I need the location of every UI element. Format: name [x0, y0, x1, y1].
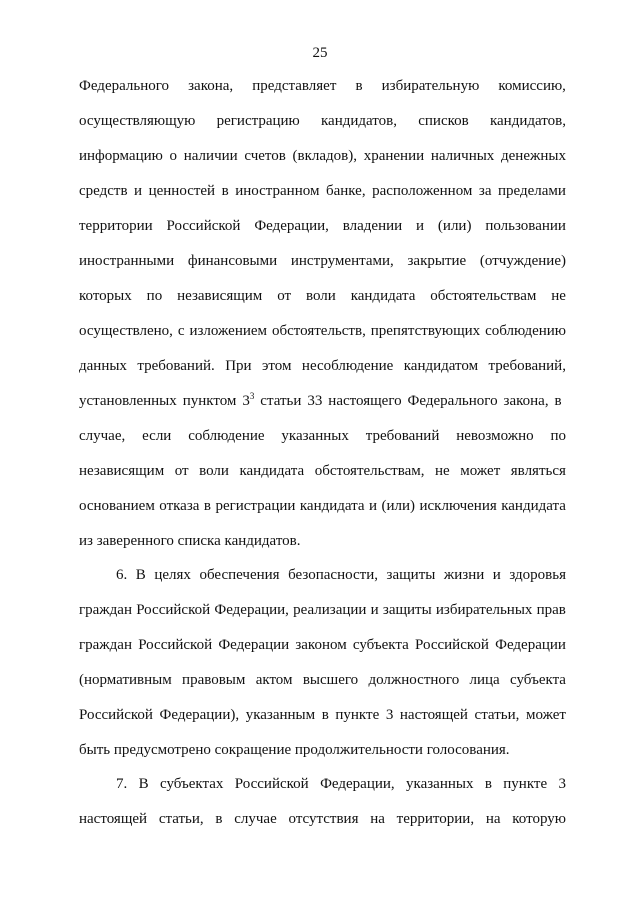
word: кандидата	[501, 498, 566, 514]
word: этом	[261, 358, 292, 374]
word: пункте	[503, 776, 548, 792]
text-line	[79, 77, 566, 95]
word: хранении	[363, 148, 425, 164]
word: кандидатом	[403, 358, 479, 374]
word: прав	[536, 602, 566, 618]
word: закона,	[188, 78, 234, 94]
word: от	[174, 463, 189, 479]
word: граждан	[79, 637, 132, 653]
word: Федерального	[79, 78, 170, 94]
word: может	[460, 463, 501, 479]
word: не	[551, 288, 566, 304]
word: пользовании	[485, 218, 566, 234]
word: и	[416, 218, 425, 234]
word: на	[485, 811, 501, 827]
word: 3	[385, 707, 394, 723]
word: денежных	[501, 148, 566, 164]
word: Российской	[136, 602, 211, 618]
word: закрытие	[407, 253, 467, 269]
text-line	[116, 775, 566, 793]
word: расположенном	[372, 183, 473, 199]
text-line	[79, 322, 566, 340]
word: обеспечения	[199, 567, 280, 583]
word: воли	[305, 288, 336, 304]
word: независящим	[177, 288, 263, 304]
word: обстоятельствам	[430, 288, 537, 304]
word: не	[435, 463, 450, 479]
word: субъектах	[159, 776, 224, 792]
word: на	[370, 811, 385, 827]
text-line	[79, 810, 566, 828]
word: от	[277, 288, 292, 304]
word: в	[321, 707, 329, 723]
word: (или)	[437, 218, 472, 234]
word: высшего	[302, 672, 359, 688]
word: невозможно	[456, 428, 534, 444]
word: настоящей	[79, 811, 148, 827]
word: наличии	[183, 148, 238, 164]
word: безопасности,	[288, 567, 378, 583]
text-line	[79, 427, 566, 445]
word: избирательных	[435, 602, 533, 618]
word: В	[135, 567, 146, 583]
text-line	[116, 566, 566, 584]
text-line	[79, 706, 566, 724]
word: здоровья	[509, 567, 566, 583]
word: защиты	[382, 602, 432, 618]
word: изложением	[189, 323, 268, 339]
word: кандидатов,	[321, 113, 397, 129]
word: соблюдение	[188, 428, 265, 444]
word: кандидата	[350, 288, 416, 304]
word: кандидата	[239, 463, 305, 479]
word: Федерации	[495, 637, 566, 653]
word: жизни	[443, 567, 485, 583]
word: в	[215, 811, 223, 827]
word: В	[138, 776, 149, 792]
word: (отчуждение)	[479, 253, 566, 269]
word: требований	[365, 428, 440, 444]
text-line-last: быть предусмотрено сокращение продолжительности голосования.	[79, 742, 510, 758]
word: в	[484, 776, 492, 792]
word: субъекта	[352, 637, 409, 653]
word: Российской	[79, 707, 153, 723]
word: 6.	[116, 567, 128, 583]
word: указанным	[245, 707, 316, 723]
text-line-last: из заверенного списка кандидатов.	[79, 533, 301, 549]
text-line	[79, 252, 566, 270]
word: исключения	[419, 498, 497, 514]
word: Федерации),	[159, 707, 240, 723]
superscript: 3	[249, 391, 255, 401]
word: (вкладов),	[292, 148, 358, 164]
word: Российской	[234, 776, 309, 792]
word: Российской	[414, 637, 489, 653]
word: Российской	[166, 218, 241, 234]
word: банке,	[325, 183, 366, 199]
word: актом	[255, 672, 293, 688]
word: за	[478, 183, 492, 199]
word: и	[134, 183, 143, 199]
text-line	[79, 182, 566, 200]
word: воли	[199, 463, 229, 479]
word: осуществлено,	[79, 323, 173, 339]
word: законом	[295, 637, 347, 653]
word: регистрацию	[216, 113, 300, 129]
word: субъекта	[510, 672, 566, 688]
word: 3	[558, 776, 566, 792]
word: требований,	[488, 358, 566, 374]
word: должностного	[368, 672, 460, 688]
word: территории,	[396, 811, 475, 827]
word: списков	[418, 113, 469, 129]
word: соблюдению	[485, 323, 566, 339]
word: о	[169, 148, 178, 164]
word: если	[142, 428, 172, 444]
word: Федерации	[218, 637, 290, 653]
word: пределами	[498, 183, 566, 199]
text-line	[79, 601, 566, 619]
word: лица	[469, 672, 500, 688]
text-line	[79, 392, 566, 410]
word: отсутствия	[288, 811, 359, 827]
word: препятствующих	[370, 323, 481, 339]
word: осуществляющую	[79, 113, 196, 129]
word: инструментами,	[290, 253, 394, 269]
text-line	[79, 287, 566, 305]
text-line	[79, 217, 566, 235]
word: несоблюдение	[301, 358, 394, 374]
text-segment: статьи 33 настоящего Федерального закона, в	[254, 393, 562, 409]
word: Федерации,	[320, 776, 395, 792]
text-line	[79, 357, 566, 375]
word: регистрации	[215, 498, 296, 514]
word: комиссию,	[498, 78, 566, 94]
word: статьи,	[158, 811, 204, 827]
word: средств	[79, 183, 128, 199]
word: которую	[512, 811, 566, 827]
word: случае	[234, 811, 277, 827]
word: граждан	[79, 602, 132, 618]
word: территории	[79, 218, 153, 234]
word: и	[492, 567, 501, 583]
word: защиты	[386, 567, 436, 583]
word: иностранными	[79, 253, 175, 269]
word: в	[203, 498, 211, 514]
page-number: 25	[312, 45, 328, 61]
word: указанных	[406, 776, 474, 792]
word: Российской	[138, 637, 213, 653]
word: информацию	[79, 148, 163, 164]
word: (нормативным	[79, 672, 172, 688]
word: по	[550, 428, 566, 444]
word: наличных	[430, 148, 495, 164]
word: являться	[510, 463, 566, 479]
word: по	[146, 288, 163, 304]
word: и	[369, 498, 378, 514]
text-line	[79, 636, 566, 654]
word: владении	[342, 218, 403, 234]
word: и	[370, 602, 379, 618]
text-line	[79, 112, 566, 130]
word: правовым	[182, 672, 246, 688]
word: основанием	[79, 498, 155, 514]
word: пункте	[335, 707, 380, 723]
word: избирательную	[381, 78, 480, 94]
word: При	[225, 358, 252, 374]
word: обстоятельств,	[271, 323, 366, 339]
word: в	[221, 183, 229, 199]
word: обстоятельствам,	[314, 463, 425, 479]
word: 7.	[116, 776, 128, 792]
word: отказа	[159, 498, 200, 514]
word: кандидата	[299, 498, 365, 514]
word: счетов	[244, 148, 286, 164]
word: случае,	[79, 428, 126, 444]
word: данных	[79, 358, 127, 374]
word: Федерации,	[254, 218, 329, 234]
word: ценностей	[148, 183, 216, 199]
word: в	[355, 78, 363, 94]
word: реализации	[293, 602, 367, 618]
text-segment: установленных пунктом 3	[79, 393, 250, 409]
word: указанных	[281, 428, 349, 444]
word: иностранном	[235, 183, 320, 199]
word: независящим	[79, 463, 165, 479]
word: целях	[154, 567, 191, 583]
word: представляет	[252, 78, 337, 94]
word: требований.	[137, 358, 215, 374]
word: статьи,	[474, 707, 520, 723]
text-line	[79, 497, 566, 515]
text-line	[79, 147, 566, 165]
word: с	[177, 323, 185, 339]
word: которых	[79, 288, 132, 304]
word: кандидатов,	[489, 113, 566, 129]
word: может	[525, 707, 566, 723]
word: настоящей	[399, 707, 468, 723]
text-line	[79, 671, 566, 689]
word: финансовыми	[187, 253, 278, 269]
word: Федерации,	[214, 602, 289, 618]
word: (или)	[381, 498, 416, 514]
text-line	[79, 462, 566, 480]
